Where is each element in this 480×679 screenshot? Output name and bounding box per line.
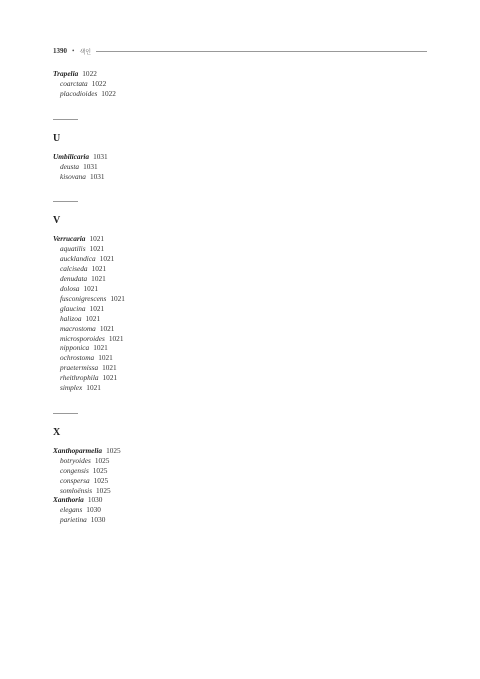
index-section-v [53,215,293,393]
genus-name: Xanthoparmelia [53,445,103,455]
genus-entry [53,446,293,456]
species-name: denudata [60,274,88,284]
species-name: fusconigrescens [60,293,107,303]
species-entry [53,284,293,294]
genus-entry [53,234,293,244]
running-header [53,45,427,57]
section-letter: V [53,215,61,227]
genus-entry [53,69,293,79]
index-section-u [53,133,293,182]
species-entry [53,254,293,264]
species-entry [53,363,293,373]
page-number: 1390 [53,47,67,55]
page-ref: 1025 [92,465,108,475]
species-name: coarctata [60,78,88,88]
page-ref: 1021 [91,264,107,274]
species-name: aucklandica [60,254,96,264]
page-ref: 1031 [89,171,105,181]
index-section-x [53,427,293,525]
species-entry [53,172,293,182]
page-ref: 1021 [102,363,117,373]
genus-entry [53,152,293,162]
species-entry [53,383,293,393]
species-entry [53,466,293,476]
header-rule [96,51,427,52]
species-name: kisovana [60,171,86,181]
species-entry [53,314,293,324]
page-ref: 1030 [87,495,103,505]
species-entry [53,456,293,466]
page-ref: 1025 [96,485,111,495]
page-ref: 1021 [93,343,108,353]
page-ref: 1022 [91,78,107,88]
species-name: somloënsis [60,485,93,495]
species-name: parietina [60,515,87,525]
page-ref: 1021 [86,383,101,393]
page-ref: 1031 [93,151,108,161]
species-name: glaucina [60,303,86,313]
species-name: microsporoides [60,333,105,343]
species-name: congensis [60,465,89,475]
species-name: simplex [60,383,83,393]
header-title: 색인 [79,49,92,56]
species-name: rheithrophila [60,373,99,383]
page-ref: 1021 [91,274,106,284]
page-ref: 1030 [86,505,101,515]
genus-name: Trapelia [53,69,79,78]
species-name: elegans [60,505,83,515]
section-divider [53,413,78,414]
species-name: halizoa [60,313,82,323]
species-name: deusta [60,161,80,171]
page-ref: 1021 [102,373,118,383]
index-section-continuation [53,69,293,99]
page-ref: 1022 [101,88,116,98]
species-name: macrostoma [60,323,96,333]
species-entry [53,274,293,284]
species-entry [53,515,293,525]
page-ref: 1021 [108,333,124,343]
genus-name: Umbilicaria [53,151,90,161]
page-ref: 1031 [83,161,98,171]
section-letter: U [53,132,61,144]
section-letter: X [53,426,61,438]
genus-name: Verrucaria [53,234,86,244]
page-ref: 1021 [110,293,125,303]
species-entry [53,264,293,274]
page-ref: 1021 [89,244,105,254]
page-ref: 1021 [89,303,105,313]
page-ref: 1021 [89,234,105,244]
page-ref: 1025 [94,455,110,465]
page-ref: 1025 [93,475,109,485]
species-name: aquatilis [60,244,86,254]
page-ref: 1021 [85,313,101,323]
species-entry [53,304,293,314]
species-entry [53,476,293,486]
species-name: ochrostoma [60,353,95,363]
species-entry [53,324,293,334]
page-ref: 1025 [106,445,121,455]
species-name: calciseda [60,264,88,274]
species-entry [53,79,293,89]
section-divider [53,119,78,120]
species-entry [53,486,293,496]
species-name: dolosa [60,283,80,293]
genus-entry [53,495,293,505]
page-ref: 1021 [83,283,99,293]
species-entry [53,89,293,99]
genus-name: Xanthoria [53,495,84,505]
page-ref: 1021 [98,353,113,363]
species-entry [53,373,293,383]
species-entry [53,343,293,353]
species-name: conspersa [60,475,90,485]
species-entry [53,244,293,254]
species-entry [53,294,293,304]
page-ref: 1030 [90,515,106,525]
index-content [53,69,293,525]
species-name: placodioides [60,88,98,98]
section-divider [53,201,78,202]
page-ref: 1021 [99,254,115,264]
species-entry [53,505,293,515]
species-entry [53,353,293,363]
species-name: nipponica [60,343,90,353]
species-entry [53,334,293,344]
page-ref: 1022 [82,69,97,78]
species-name: botryoides [60,455,91,465]
page-ref: 1021 [99,323,115,333]
species-name: praetermissa [60,363,99,373]
species-entry [53,162,293,172]
header-bullet: • [72,47,75,55]
